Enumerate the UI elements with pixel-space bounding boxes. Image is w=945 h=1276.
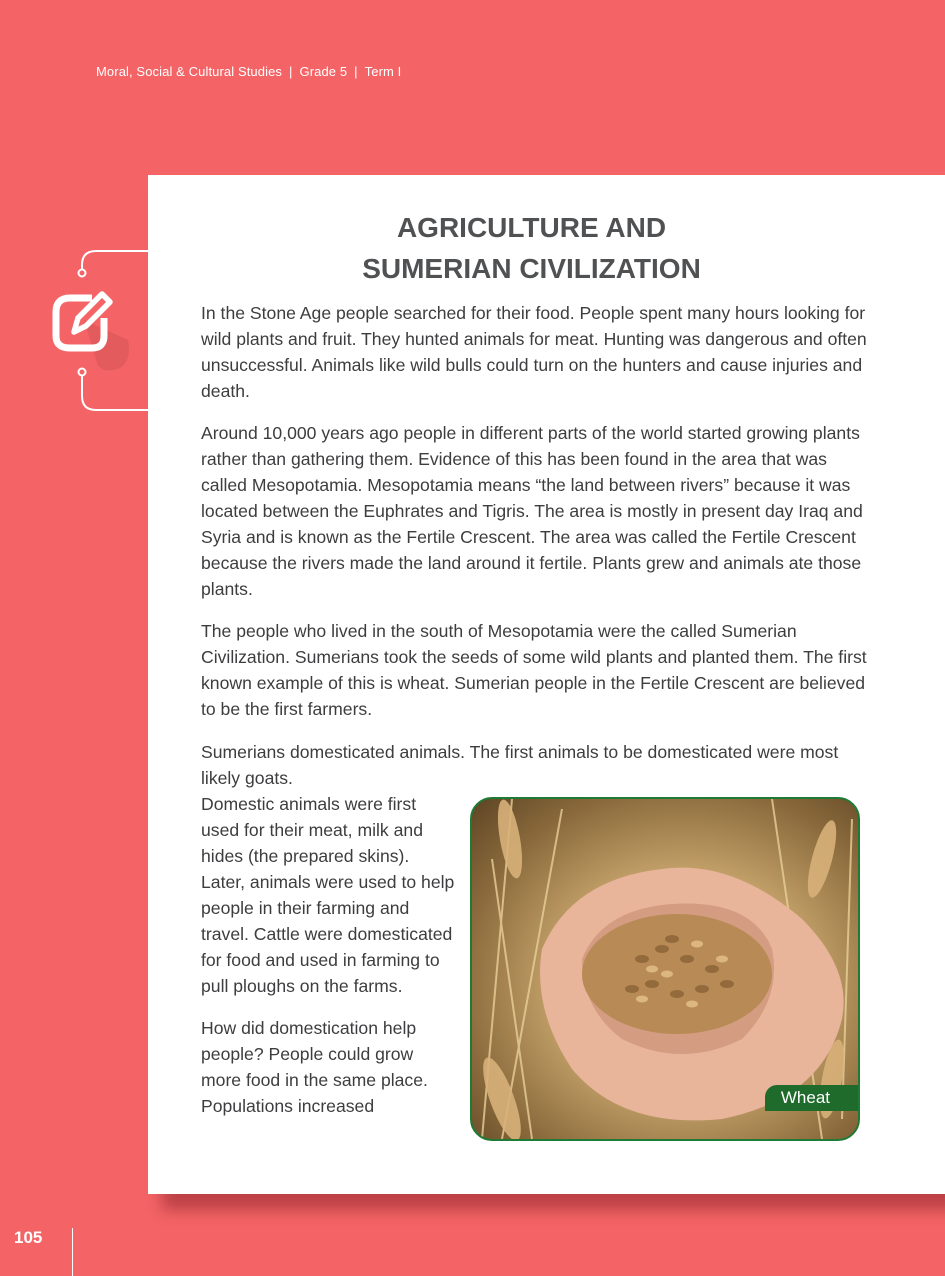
wrapped-text xyxy=(201,791,456,1135)
title-line-2: SUMERIAN CIVILIZATION xyxy=(362,253,701,284)
header-subject: Moral, Social & Cultural Studies xyxy=(96,64,282,79)
running-header xyxy=(96,64,401,79)
wheat-photo xyxy=(470,797,860,1141)
edit-icon xyxy=(40,248,150,423)
paragraph: The people who lived in the south of Mesopotamia were the called Sumerian Civilization. Sumerians took the seeds of some wild plants and planted them. The first known example of this is wheat. Sumerian people in the Fertile Crescent are believed to be the first farmers. xyxy=(201,621,867,719)
paragraph: How did domestication help people? People could grow more food in the same place. Populations increased xyxy=(201,1018,428,1116)
paragraph: Domestic animals were first used for their meat, milk and hides (the prepared skins). Later, animals were used to help people in their farming and travel. Cattle were domesticated for food and used in farming to pull ploughs on the farms. xyxy=(201,794,455,996)
photo-caption: Wheat xyxy=(765,1085,858,1111)
header-grade: Grade 5 xyxy=(299,64,348,79)
header-separator: | xyxy=(354,64,358,79)
paragraph: Sumerians domesticated animals. The first animals to be domesticated were most likely goats. xyxy=(201,742,839,788)
footer-divider xyxy=(72,1228,73,1276)
page-number: 105 xyxy=(14,1228,43,1247)
header-term: Term I xyxy=(364,64,402,79)
paragraph: Around 10,000 years ago people in different parts of the world started growing plants rather than gathering them. Evidence of this has been found in the area that was called Mesopotamia. Mesopotamia means “the land between rivers” because it was located between the Euphrates and Tigris. The area is mostly in present day Iraq and Syria and is known as the Fertile Crescent. The area was called the Fertile Crescent because the rivers made the land around it fertile. Plants grew and animals ate those plants. xyxy=(201,423,863,599)
paragraph: In the Stone Age people searched for their food. People spent many hours looking for wild plants and fruit. They hunted animals for meat. Hunting was dangerous and often unsuccessful. Animals like wild bulls could turn on the hunters and cause injuries and death. xyxy=(201,303,867,401)
page-title xyxy=(148,207,915,289)
title-line-1: AGRICULTURE AND xyxy=(396,212,667,243)
header-separator: | xyxy=(289,64,293,79)
main-text xyxy=(201,300,871,738)
